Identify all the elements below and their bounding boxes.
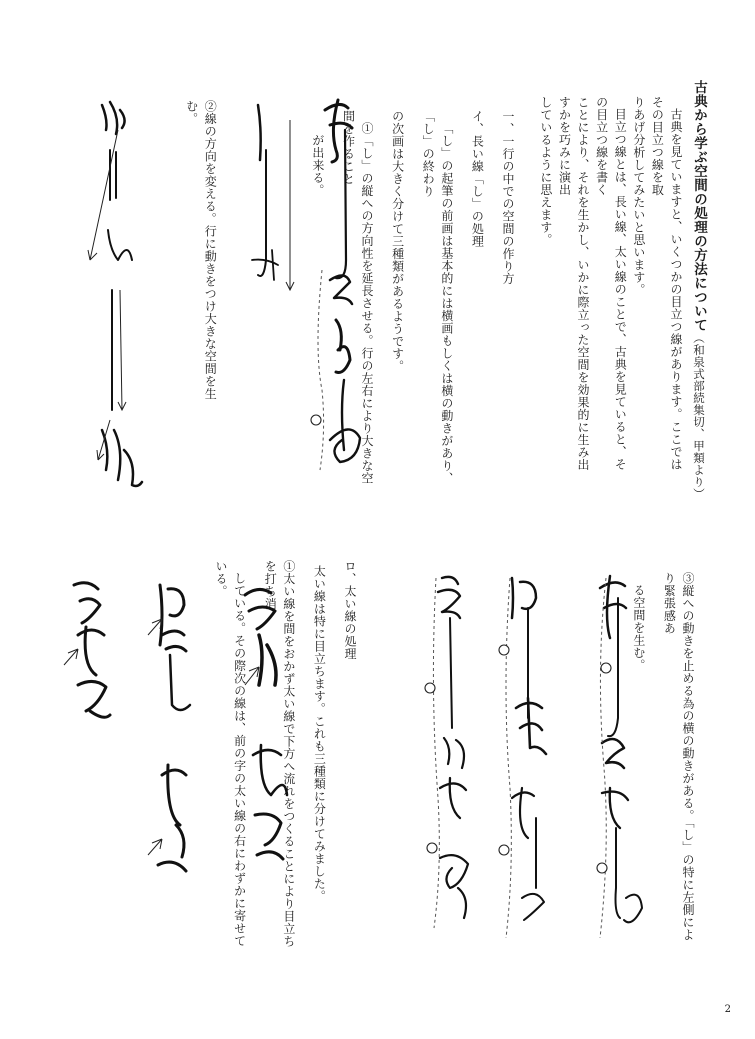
intro-line: 古典を見ていますと、いくつかの目立つ線があります。ここではその目立つ線を取: [650, 96, 683, 471]
title-source: （和泉式部続集切、甲類より）: [692, 332, 706, 500]
calligraphy-sample-3: [80, 90, 160, 510]
item-line: している。その際次の線は、前の字の太い線の右にわずかに寄せている。: [214, 560, 247, 947]
item-line: ②線の方向を変える。行に動きをつけ大きな空間を生む。: [184, 100, 218, 400]
title-text: 古典から学ぶ空間の処理の方法について: [691, 80, 707, 332]
section-body-line: 太い線は特に目立ちます。これも三種類に分けてみました。: [312, 564, 327, 903]
section1-item2: [170, 100, 231, 420]
section-body-line: 「し」の起筆の前画は基本的には横画もしくは横の動きがあり、「し」の終わり: [421, 110, 454, 485]
intro-line: しているように思えます。: [538, 96, 553, 246]
intro-line: りあげ分析してみたいと思います。: [631, 96, 646, 296]
calligraphy-sample-9: [60, 575, 120, 735]
item-line: る空間を生む。: [631, 584, 646, 672]
calligraphy-sample-7: [235, 575, 305, 875]
calligraphy-sample-6: [420, 568, 490, 948]
item-line: ①「し」の縦への方向性を延長させる。行の左右により大きな空間を作ること: [341, 110, 375, 485]
page-title: [689, 80, 709, 500]
item-line: が出来る。: [310, 134, 325, 197]
item-line: ③縦への動きを止める為の横の動きがある。「し」の特に左側により緊張感あ: [662, 572, 695, 941]
page-number: 2: [724, 1004, 731, 1015]
calligraphy-sample-2: [230, 90, 300, 320]
intro-line: 目立つ線とは、長い線、太い線のことで、古典を見ていると、その目立つ線を書く: [594, 96, 628, 471]
calligraphy-sample-8: [140, 575, 210, 905]
calligraphy-sample-5: [492, 568, 562, 948]
intro-line: ことにより、それを生かし、いかに際立った空間を効果的に生み出すかを巧みに演出: [557, 96, 591, 471]
calligraphy-sample-4: [580, 568, 660, 948]
section-heading: 一、一行の中での空間の作り方: [501, 110, 515, 285]
section-body-line: の次画は大きく分けて三種類があるようです。: [390, 110, 405, 373]
calligraphy-sample-1: [300, 90, 380, 510]
item-line: ①太い線を間をおかず太い線で下方へ流れをつくることにより目立ちを打ち消: [263, 560, 296, 948]
section-heading: ロ、太い線の処理: [343, 560, 357, 660]
section-subheading: イ、長い線「し」の処理: [470, 110, 485, 248]
intro-paragraph: [536, 96, 685, 476]
